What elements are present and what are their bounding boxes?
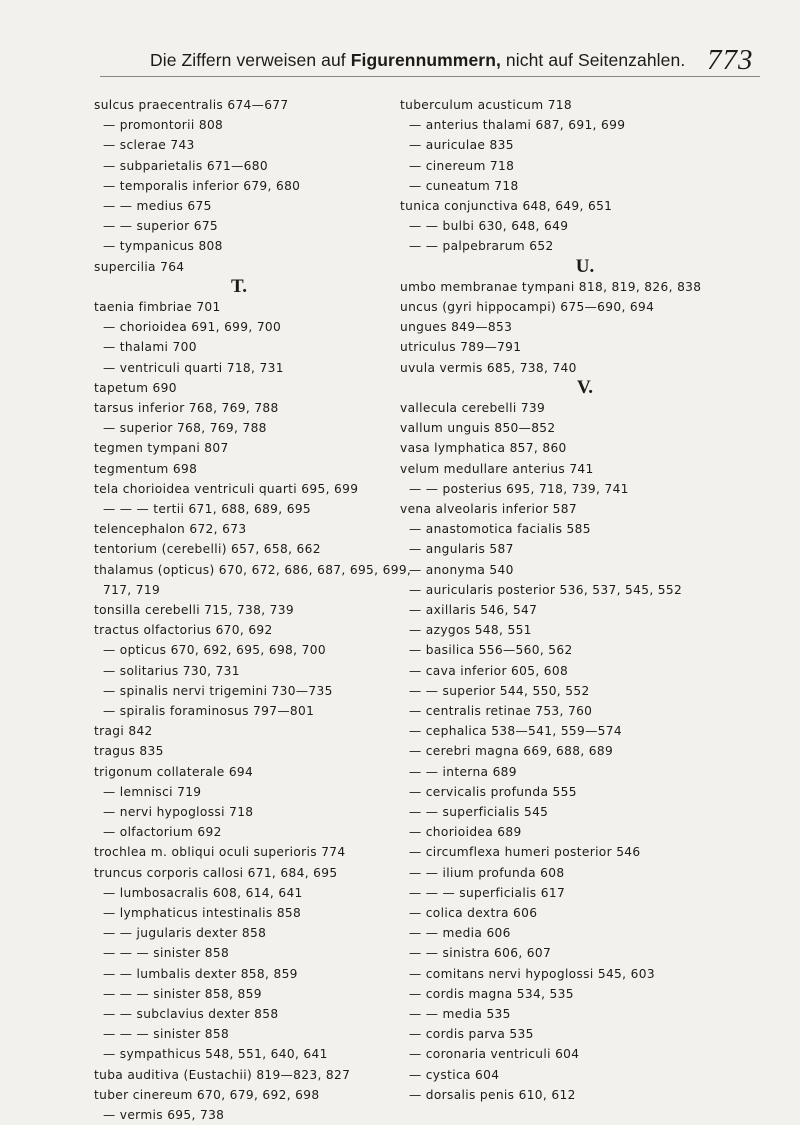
index-subentry: — — — sinister 858, 859 — [103, 987, 262, 1001]
index-subentry: — sclerae 743 — [103, 138, 195, 152]
index-subentry: — cystica 604 — [409, 1068, 500, 1082]
index-subentry: — solitarius 730, 731 — [103, 664, 240, 678]
index-subentry: — — subclavius dexter 858 — [103, 1007, 279, 1021]
header-text-after: nicht auf Seitenzahlen. — [500, 50, 686, 70]
index-entry: tegmen tympani 807 — [94, 441, 229, 455]
index-subentry: — cava inferior 605, 608 — [409, 664, 569, 678]
index-subentry: — anonyma 540 — [409, 563, 514, 577]
index-subentry: — — interna 689 — [409, 765, 517, 779]
header-text-before: Die Ziffern verweisen auf — [150, 50, 351, 70]
index-subentry: — opticus 670, 692, 695, 698, 700 — [103, 643, 326, 657]
index-entry: tela chorioidea ventriculi quarti 695, 699 — [94, 482, 359, 496]
index-entry: tegmentum 698 — [94, 462, 198, 476]
index-entry: uvula vermis 685, 738, 740 — [400, 361, 577, 375]
index-subentry: — azygos 548, 551 — [409, 623, 532, 637]
index-entry: tuber cinereum 670, 679, 692, 698 — [94, 1088, 320, 1102]
index-entry: supercilia 764 — [94, 260, 185, 274]
index-subentry: — lymphaticus intestinalis 858 — [103, 906, 302, 920]
index-subentry: — — superior 544, 550, 552 — [409, 684, 590, 698]
index-subentry: — cinereum 718 — [409, 159, 515, 173]
index-entry: thalamus (opticus) 670, 672, 686, 687, 695, 699, — [94, 563, 412, 577]
index-subentry: — basilica 556—560, 562 — [409, 643, 573, 657]
index-subentry: — — bulbi 630, 648, 649 — [409, 219, 569, 233]
index-subentry: — olfactorium 692 — [103, 825, 222, 839]
index-subentry: — — superficialis 545 — [409, 805, 549, 819]
index-subentry: — centralis retinae 753, 760 — [409, 704, 593, 718]
index-subentry: — — posterius 695, 718, 739, 741 — [409, 482, 629, 496]
index-entry: trochlea m. obliqui oculi superioris 774 — [94, 845, 346, 859]
index-subentry: — lemnisci 719 — [103, 785, 202, 799]
index-subentry: — spinalis nervi trigemini 730—735 — [103, 684, 333, 698]
index-subentry: — nervi hypoglossi 718 — [103, 805, 254, 819]
index-subentry: — chorioidea 691, 699, 700 — [103, 320, 282, 334]
header-emphasis: Figurennummern, — [350, 50, 501, 70]
index-subentry: — — jugularis dexter 858 — [103, 926, 267, 940]
index-entry: velum medullare anterius 741 — [400, 462, 594, 476]
index-entry: telencephalon 672, 673 — [94, 522, 247, 536]
index-subentry: — tympanicus 808 — [103, 239, 223, 253]
index-entry: vena alveolaris inferior 587 — [400, 502, 577, 516]
index-subentry: — subparietalis 671—680 — [103, 159, 268, 173]
index-entry: tunica conjunctiva 648, 649, 651 — [400, 199, 613, 213]
index-subentry: — angularis 587 — [409, 542, 514, 556]
index-entry: taenia fimbriae 701 — [94, 300, 221, 314]
index-entry: vallecula cerebelli 739 — [400, 401, 546, 415]
index-subentry: 717, 719 — [103, 583, 161, 597]
index-entry: uncus (gyri hippocampi) 675—690, 694 — [400, 300, 655, 314]
section-letter: T. — [230, 276, 247, 297]
index-subentry: — — superior 675 — [103, 219, 219, 233]
index-entry: tuba auditiva (Eustachii) 819—823, 827 — [94, 1068, 351, 1082]
index-subentry: — anastomotica facialis 585 — [409, 522, 591, 536]
index-subentry: — — — sinister 858 — [103, 1027, 230, 1041]
index-entry: trigonum collaterale 694 — [94, 765, 254, 779]
index-subentry: — — — superficialis 617 — [409, 886, 566, 900]
index-subentry: — — media 535 — [409, 1007, 511, 1021]
index-subentry: — promontorii 808 — [103, 118, 224, 132]
index-subentry: — — media 606 — [409, 926, 511, 940]
index-subentry: — — lumbalis dexter 858, 859 — [103, 967, 298, 981]
page-number: 773 — [707, 44, 754, 76]
page-header — [0, 44, 800, 84]
index-entry: tapetum 690 — [94, 381, 177, 395]
index-subentry: — coronaria ventriculi 604 — [409, 1047, 580, 1061]
index-subentry: — cerebri magna 669, 688, 689 — [409, 744, 614, 758]
header-note — [150, 50, 685, 71]
index-subentry: — axillaris 546, 547 — [409, 603, 538, 617]
index-subentry: — thalami 700 — [103, 340, 197, 354]
index-entry: tentorium (cerebelli) 657, 658, 662 — [94, 542, 321, 556]
index-subentry: — temporalis inferior 679, 680 — [103, 179, 301, 193]
index-entry: tractus olfactorius 670, 692 — [94, 623, 273, 637]
index-subentry: — circumflexa humeri posterior 546 — [409, 845, 641, 859]
index-subentry: — cuneatum 718 — [409, 179, 519, 193]
index-entry: ungues 849—853 — [400, 320, 513, 334]
index-subentry: — — palpebrarum 652 — [409, 239, 554, 253]
index-subentry: — superior 768, 769, 788 — [103, 421, 267, 435]
index-subentry: — anterius thalami 687, 691, 699 — [409, 118, 626, 132]
index-subentry: — — medius 675 — [103, 199, 212, 213]
index-subentry: — — — tertii 671, 688, 689, 695 — [103, 502, 312, 516]
index-subentry: — ventriculi quarti 718, 731 — [103, 361, 284, 375]
index-subentry: — auriculae 835 — [409, 138, 514, 152]
index-entry: truncus corporis callosi 671, 684, 695 — [94, 866, 338, 880]
index-entry: tragus 835 — [94, 744, 164, 758]
index-subentry: — — — sinister 858 — [103, 946, 230, 960]
index-entry: vasa lymphatica 857, 860 — [400, 441, 567, 455]
index-subentry: — cordis magna 534, 535 — [409, 987, 574, 1001]
index-entry: tonsilla cerebelli 715, 738, 739 — [94, 603, 294, 617]
index-entry: tragi 842 — [94, 724, 153, 738]
index-entry: tuberculum acusticum 718 — [400, 98, 573, 112]
section-letter: U. — [575, 256, 595, 277]
index-subentry: — comitans nervi hypoglossi 545, 603 — [409, 967, 655, 981]
index-subentry: — — sinistra 606, 607 — [409, 946, 552, 960]
index-entry: utriculus 789—791 — [400, 340, 522, 354]
index-entry: sulcus praecentralis 674—677 — [94, 98, 289, 112]
section-letter: V. — [576, 377, 594, 398]
index-subentry: — auricularis posterior 536, 537, 545, 552 — [409, 583, 683, 597]
index-subentry: — chorioidea 689 — [409, 825, 522, 839]
index-subentry: — — ilium profunda 608 — [409, 866, 565, 880]
index-entry: umbo membranae tympani 818, 819, 826, 838 — [400, 280, 702, 294]
index-subentry: — sympathicus 548, 551, 640, 641 — [103, 1047, 328, 1061]
index-entry: vallum unguis 850—852 — [400, 421, 556, 435]
index-subentry: — cephalica 538—541, 559—574 — [409, 724, 622, 738]
index-subentry: — colica dextra 606 — [409, 906, 538, 920]
index-subentry: — lumbosacralis 608, 614, 641 — [103, 886, 303, 900]
index-subentry: — spiralis foraminosus 797—801 — [103, 704, 315, 718]
index-subentry: — dorsalis penis 610, 612 — [409, 1088, 576, 1102]
header-divider — [100, 76, 760, 77]
index-subentry: — cervicalis profunda 555 — [409, 785, 577, 799]
index-subentry: — vermis 695, 738 — [103, 1108, 225, 1122]
index-entry: tarsus inferior 768, 769, 788 — [94, 401, 279, 415]
index-subentry: — cordis parva 535 — [409, 1027, 534, 1041]
